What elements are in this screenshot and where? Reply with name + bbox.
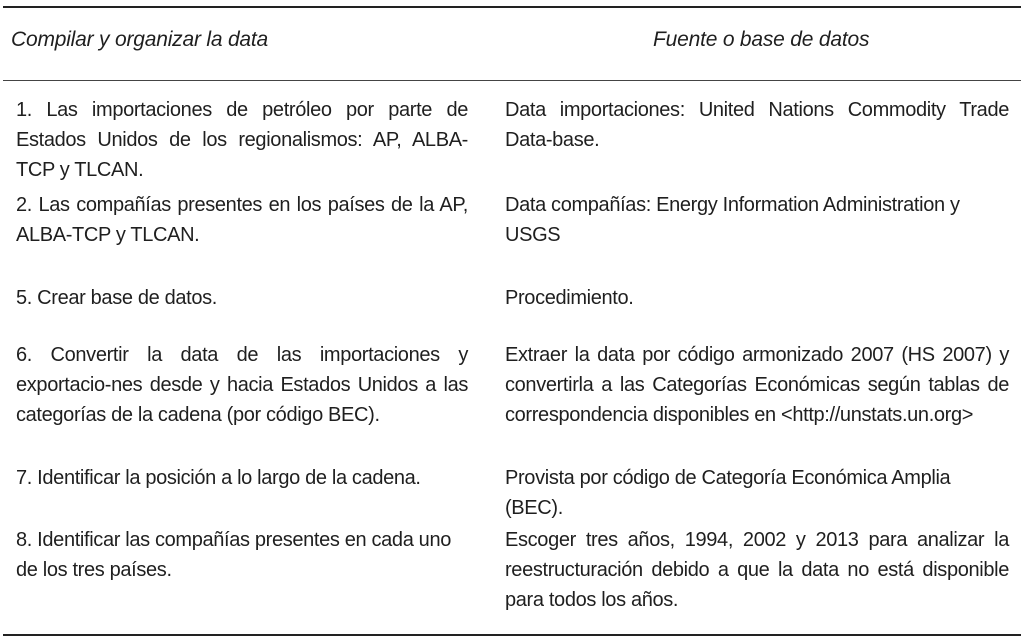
row-1-task: 1. Las importaciones de petróleo por parte de Estados Unidos de los regionalismos: AP, ALBA-TCP y TLCAN. (16, 99, 468, 181)
row-5-task: 7. Identificar la posición a lo largo de la cadena. (16, 467, 421, 489)
header-divider-rule (3, 80, 1021, 81)
row-1-source: Data importaciones: United Nations Commodity Trade Data-base. (505, 99, 1009, 151)
row-3-source: Procedimiento. (505, 287, 634, 309)
column-header-compile: Compilar y organizar la data (11, 28, 269, 51)
table-top-rule (3, 6, 1021, 8)
row-4-source: Extraer la data por código armonizado 2007 (HS 2007) y convertirla a las Categorías Económicas según tablas de correspondencia disponibles en <http://unstats.un.org> (505, 344, 1009, 426)
table-bottom-rule (3, 634, 1021, 636)
row-3-task: 5. Crear base de datos. (16, 287, 217, 309)
row-4-task: 6. Convertir la data de las importaciones y exportacio-nes desde y hacia Estados Unidos a las categorías de la cadena (por código BEC). (16, 344, 468, 426)
column-header-source: Fuente o base de datos (653, 28, 870, 51)
row-6-source: Escoger tres años, 1994, 2002 y 2013 para analizar la reestructuración debido a que la data no está disponible para todos los años. (505, 529, 1009, 611)
row-2-task: 2. Las compañías presentes en los países de la AP, ALBA-TCP y TLCAN. (16, 194, 468, 246)
row-5-source: Provista por código de Categoría Económica Amplia (BEC). (505, 467, 951, 519)
row-6-task: 8. Identificar las compañías presentes en cada uno de los tres países. (16, 529, 452, 581)
data-sources-table (3, 0, 1021, 638)
row-2-source: Data compañías: Energy Information Administration y USGS (505, 194, 960, 246)
